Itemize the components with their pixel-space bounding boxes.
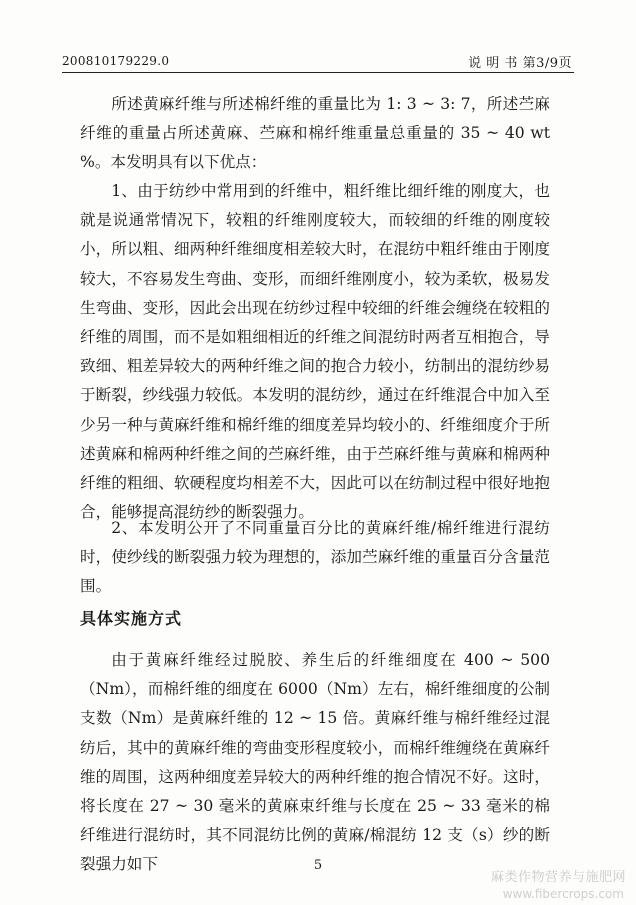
watermark-cn: 麻类作物营养与施肥网 [490, 870, 626, 885]
page-of-label: 第3/9页 [522, 56, 572, 71]
paragraph-embodiment: 由于黄麻纤维经过脱胶、养生后的纤维细度在 400 ~ 500（Nm），而棉纤维的细度在 6000（Nm）左右，棉纤维细度的公制支数（Nm）是黄麻纤维的 12 ~ 15 倍。黄麻纤维与棉纤维经过混纺后，其中的黄麻纤维的弯曲变形程度较小，而棉纤维缠绕在黄麻纤维的周围，这两种细度差异较大的两种纤维的抱合情况不好。这时，将长度在 27 ~ 30 毫米的黄麻束纤维与长度在 25 ~ 33 毫米的棉纤维进行混纺时，其不同混纺比例的黄麻/棉混纺 12 支（s）纱的断裂强力如下 [80, 651, 550, 874]
paragraph-advantage-2: 2、本发明公开了不同重量百分比的黄麻纤维/棉纤维进行混纺时，使纱线的断裂强力较为理想的，添加苎麻纤维的重量百分含量范围。 [80, 519, 550, 596]
patent-number: 200810179229.0 [62, 54, 170, 68]
paragraph-weight-ratio: 所述黄麻纤维与所述棉纤维的重量比为 1: 3 ~ 3: 7，所述苎麻纤维的重量占所述黄麻、苎麻和棉纤维重量总重量的 35 ~ 40 wt %。本发明具有以下优点： [80, 95, 550, 172]
watermark-url: www.fibercrops.com [502, 887, 624, 901]
paragraph-advantage-1: 1、由于纺纱中常用到的纤维中，粗纤维比细纤维的刚度大，也就是说通常情况下，较粗的纤维刚度较大，而较细的纤维的刚度较小，所以粗、细两种纤维细度相差较大时，在混纺中粗纤维由于刚度较大，不容易发生弯曲、变形，而细纤维刚度小，较为柔软，极易发生弯曲、变形，因此会出现在纺纱过程中较细的纤维会缠绕在较粗的纤维的周围，而不是如粗细相近的纤维之间混纺时两者互相抱合，导致细、粗差异较大的两种纤维之间的抱合力较小，纺制出的混纺纱易于断裂，纱线强力较低。本发明的混纺纱，通过在纤维混合中加入至少另一种与黄麻纤维和棉纤维的细度差异均较小的、纤维细度介于所述黄麻和棉两种纤维之间的苎麻纤维，由于苎麻纤维与黄麻和棉两种纤维的粗细、软硬程度均相差不大，因此可以在纺制过程中很好地抱合，能够提高混纺纱的断裂强力。 [80, 182, 550, 522]
header-right [468, 52, 572, 71]
section-label: 说 明 书 [468, 56, 518, 71]
section-heading: 具体实施方式 [80, 609, 183, 628]
page-number: 5 [313, 858, 323, 873]
header-rule [62, 72, 574, 73]
